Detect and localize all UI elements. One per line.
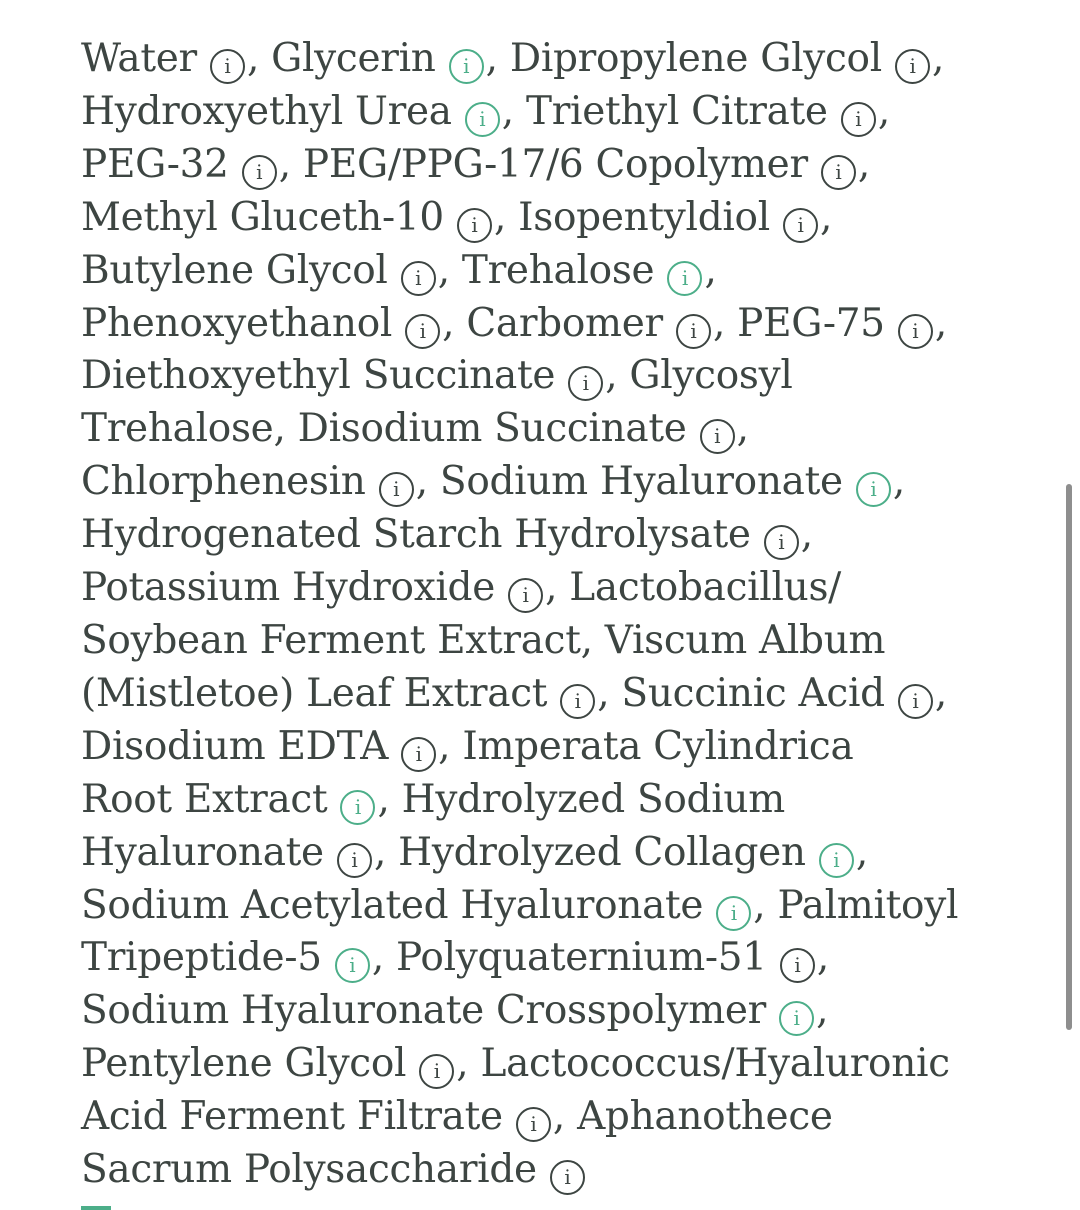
ingredient-text: Hydroxyethyl Urea bbox=[81, 88, 464, 134]
ingredient-line bbox=[81, 880, 1021, 933]
ingredient-text: , bbox=[877, 88, 890, 134]
ingredient-text: Butylene Glycol bbox=[81, 247, 400, 293]
info-icon[interactable]: i bbox=[242, 155, 277, 190]
ingredient-text: , Sodium Hyaluronate bbox=[415, 459, 855, 505]
info-icon[interactable]: i bbox=[841, 102, 876, 137]
info-icon[interactable]: i bbox=[764, 525, 799, 560]
ingredient-line bbox=[81, 509, 1021, 562]
info-icon-green[interactable]: i bbox=[465, 102, 500, 137]
ingredient-text: , Aphanothece bbox=[552, 1094, 833, 1140]
ingredient-line bbox=[81, 721, 1021, 774]
ingredient-line bbox=[81, 86, 1021, 139]
ingredient-text: Sodium Acetylated Hyaluronate bbox=[81, 882, 716, 928]
ingredient-text: Phenoxyethanol bbox=[81, 300, 405, 346]
info-icon[interactable]: i bbox=[210, 49, 245, 84]
ingredient-line bbox=[81, 615, 1021, 668]
info-icon-green[interactable]: i bbox=[716, 896, 751, 931]
ingredient-line bbox=[81, 1038, 1021, 1091]
ingredient-text: Diethoxyethyl Succinate bbox=[81, 353, 568, 399]
ingredient-text: , bbox=[934, 670, 947, 716]
ingredient-text: Disodium EDTA bbox=[81, 723, 401, 769]
ingredient-text: Hydrogenated Starch Hydrolysate bbox=[81, 512, 763, 558]
ingredient-text: PEG-32 bbox=[81, 141, 241, 187]
info-icon[interactable]: i bbox=[821, 155, 856, 190]
ingredient-text: , Isopentyldiol bbox=[493, 194, 782, 240]
ingredient-text: , bbox=[820, 194, 833, 240]
ingredient-line bbox=[81, 985, 1021, 1038]
ingredient-text: Trehalose, Disodium Succinate bbox=[81, 406, 699, 452]
ingredient-text: , PEG-75 bbox=[712, 300, 897, 346]
ingredient-line bbox=[81, 562, 1021, 615]
ingredient-text: , Dipropylene Glycol bbox=[485, 36, 894, 81]
ingredient-line bbox=[81, 1091, 1021, 1144]
ingredient-text: , Triethyl Citrate bbox=[501, 88, 840, 134]
ingredient-text: (Mistletoe) Leaf Extract bbox=[81, 670, 560, 716]
ingredient-line bbox=[81, 245, 1021, 298]
vertical-scrollbar[interactable] bbox=[1066, 484, 1072, 1030]
ingredient-text: Root Extract bbox=[81, 776, 340, 822]
ingredient-text: , bbox=[892, 459, 905, 505]
ingredient-text: , Glycosyl bbox=[605, 353, 793, 399]
ingredient-text: Tripeptide-5 bbox=[81, 935, 334, 981]
info-icon[interactable]: i bbox=[550, 1160, 585, 1195]
ingredient-text: Sacrum Polysaccharide bbox=[81, 1147, 549, 1193]
ingredient-text: , Trehalose bbox=[437, 247, 667, 293]
ingredient-text: , bbox=[800, 512, 813, 558]
info-icon-green[interactable]: i bbox=[449, 49, 484, 84]
ingredient-line bbox=[81, 668, 1021, 721]
ingredient-text: , bbox=[934, 300, 947, 346]
ingredient-text: , Carbomer bbox=[442, 300, 675, 346]
ingredient-text: , Polyquaternium-51 bbox=[371, 935, 779, 981]
ingredient-text: , Lactococcus/Hyaluronic bbox=[456, 1041, 950, 1087]
ingredient-text: Hyaluronate bbox=[81, 829, 336, 875]
info-icon[interactable]: i bbox=[898, 684, 933, 719]
ingredient-line bbox=[81, 827, 1021, 880]
info-icon[interactable]: i bbox=[516, 1107, 551, 1142]
info-icon[interactable]: i bbox=[508, 578, 543, 613]
info-icon[interactable]: i bbox=[419, 1054, 454, 1089]
ingredient-text: , bbox=[816, 935, 829, 981]
ingredient-text: Potassium Hydroxide bbox=[81, 565, 508, 611]
ingredient-text: Acid Ferment Filtrate bbox=[81, 1094, 515, 1140]
ingredient-text: , bbox=[736, 406, 749, 452]
ingredient-text: , Palmitoyl bbox=[753, 882, 959, 928]
ingredient-text: , Glycerin bbox=[246, 36, 448, 81]
ingredient-text: , Succinic Acid bbox=[597, 670, 897, 716]
ingredient-text: Chlorphenesin bbox=[81, 459, 378, 505]
info-icon[interactable]: i bbox=[895, 49, 930, 84]
ingredient-text: Soybean Ferment Extract, Viscum Album bbox=[81, 617, 886, 663]
info-icon[interactable]: i bbox=[379, 472, 414, 507]
ingredient-line bbox=[81, 932, 1021, 985]
ingredient-line bbox=[81, 33, 1021, 86]
info-icon[interactable]: i bbox=[780, 948, 815, 983]
ingredients-list bbox=[81, 33, 1021, 1197]
ingredient-text: , bbox=[816, 988, 829, 1034]
ingredient-text: , Lactobacillus/ bbox=[545, 565, 841, 611]
ingredient-line bbox=[81, 403, 1021, 456]
info-icon-green[interactable]: i bbox=[856, 472, 891, 507]
ingredient-line bbox=[81, 774, 1021, 827]
ingredient-line bbox=[81, 1144, 1021, 1197]
info-icon[interactable]: i bbox=[783, 208, 818, 243]
info-icon-green[interactable]: i bbox=[819, 843, 854, 878]
info-icon[interactable]: i bbox=[676, 314, 711, 349]
ingredient-text: , bbox=[704, 247, 717, 293]
info-icon-green[interactable]: i bbox=[335, 948, 370, 983]
ingredient-text: , Hydrolyzed Collagen bbox=[373, 829, 818, 875]
info-icon[interactable]: i bbox=[405, 314, 440, 349]
info-icon[interactable]: i bbox=[337, 843, 372, 878]
ingredient-line bbox=[81, 350, 1021, 403]
info-icon[interactable]: i bbox=[401, 261, 436, 296]
ingredient-text: Water bbox=[81, 36, 209, 81]
ingredient-line bbox=[81, 456, 1021, 509]
ingredient-text: , bbox=[857, 141, 870, 187]
ingredient-text: Methyl Gluceth-10 bbox=[81, 194, 456, 240]
info-icon[interactable]: i bbox=[560, 684, 595, 719]
info-icon-green[interactable]: i bbox=[779, 1001, 814, 1036]
ingredient-text: Sodium Hyaluronate Crosspolymer bbox=[81, 988, 779, 1034]
info-icon[interactable]: i bbox=[401, 737, 436, 772]
ingredient-text: , bbox=[855, 829, 868, 875]
info-icon[interactable]: i bbox=[457, 208, 492, 243]
ingredient-text: , PEG/PPG-17/6 Copolymer bbox=[278, 141, 820, 187]
info-icon[interactable]: i bbox=[898, 314, 933, 349]
ingredient-text: , bbox=[932, 36, 945, 81]
ingredient-line bbox=[81, 139, 1021, 192]
ingredient-text: Pentylene Glycol bbox=[81, 1041, 419, 1087]
ingredient-text: , Hydrolyzed Sodium bbox=[377, 776, 785, 822]
ingredient-text: , Imperata Cylindrica bbox=[438, 723, 854, 769]
info-icon-green[interactable]: i bbox=[340, 790, 375, 825]
info-icon[interactable]: i bbox=[700, 419, 735, 454]
info-icon[interactable]: i bbox=[568, 366, 603, 401]
cut-off-next-line bbox=[81, 1201, 201, 1210]
info-icon-green[interactable]: i bbox=[667, 261, 702, 296]
ingredient-line bbox=[81, 192, 1021, 245]
ingredient-line bbox=[81, 298, 1021, 351]
